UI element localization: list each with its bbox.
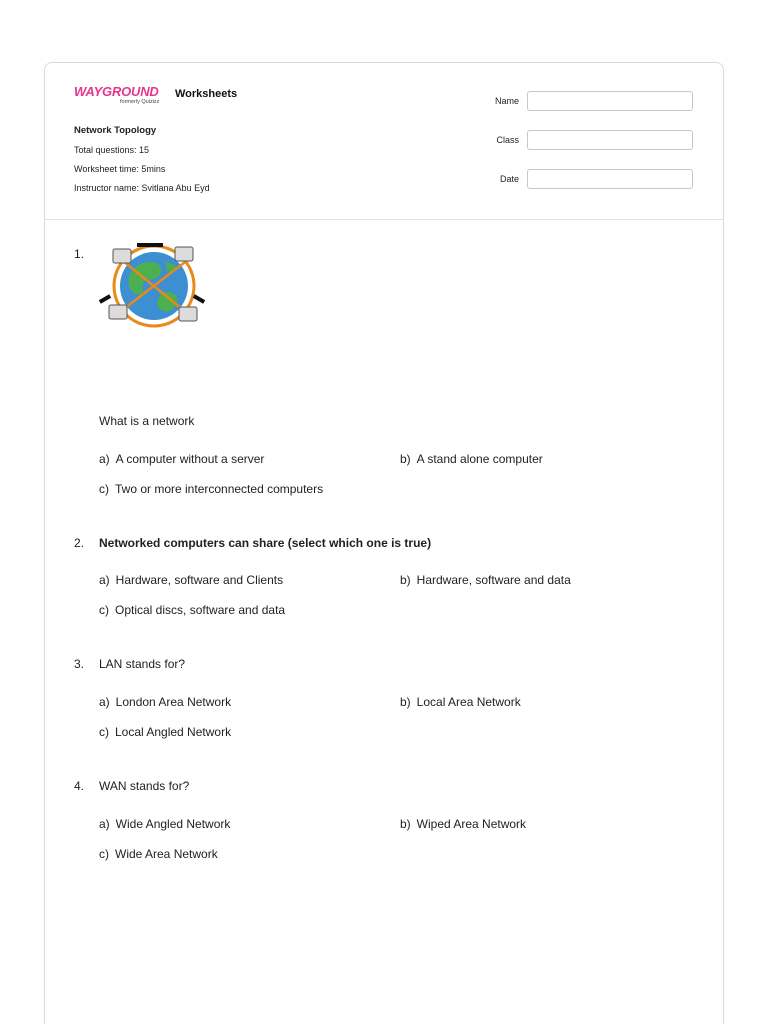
- total-questions: Total questions: 15: [74, 145, 150, 155]
- option-text: Local Area Network: [416, 695, 521, 709]
- option-b[interactable]: [400, 452, 543, 466]
- option-letter: c): [99, 603, 109, 617]
- option-letter: a): [99, 573, 110, 587]
- option-text: A stand alone computer: [416, 452, 543, 466]
- option-text: Wide Area Network: [115, 847, 218, 861]
- worksheet-page: [44, 62, 724, 1024]
- option-text: Two or more interconnected computers: [115, 482, 324, 496]
- option-c[interactable]: [99, 482, 323, 496]
- option-text: Local Angled Network: [115, 725, 232, 739]
- question-text: What is a network: [99, 414, 195, 428]
- question-text: WAN stands for?: [99, 779, 190, 793]
- option-letter: b): [400, 817, 411, 831]
- class-label: Class: [496, 135, 519, 145]
- question-text: LAN stands for?: [99, 657, 186, 671]
- option-a[interactable]: [99, 695, 231, 709]
- logo-wordmark: WAYGROUND: [74, 84, 159, 99]
- option-text: London Area Network: [115, 695, 232, 709]
- worksheet-title: Network Topology: [74, 125, 157, 136]
- option-text: Wide Angled Network: [115, 817, 231, 831]
- option-letter: b): [400, 695, 411, 709]
- name-label: Name: [494, 96, 519, 106]
- option-text: Hardware, software and data: [416, 573, 571, 587]
- class-field-row: [489, 130, 693, 150]
- option-a[interactable]: [99, 452, 264, 466]
- logo-subtitle: formerly Quizizz: [120, 99, 160, 105]
- worksheet-time: Worksheet time: 5mins: [74, 164, 166, 174]
- option-c[interactable]: [99, 603, 285, 617]
- option-text: A computer without a server: [115, 452, 265, 466]
- question-text: Networked computers can share (select which one is true): [99, 536, 432, 550]
- name-field-row: [489, 91, 693, 111]
- option-a[interactable]: [99, 817, 230, 831]
- question-number: 4.: [74, 779, 85, 793]
- option-letter: c): [99, 847, 109, 861]
- option-letter: c): [99, 725, 109, 739]
- option-letter: b): [400, 452, 411, 466]
- question-number: 2.: [74, 536, 85, 550]
- date-input[interactable]: [527, 169, 693, 189]
- wayground-logo: [74, 84, 172, 108]
- option-b[interactable]: [400, 695, 521, 709]
- option-letter: a): [99, 695, 110, 709]
- option-c[interactable]: [99, 725, 231, 739]
- brand: [74, 84, 237, 108]
- option-text: Hardware, software and Clients: [115, 573, 284, 587]
- instructor-name: Instructor name: Svitlana Abu Eyd: [74, 183, 210, 193]
- name-input[interactable]: [527, 91, 693, 111]
- class-input[interactable]: [527, 130, 693, 150]
- worksheet-header: [45, 63, 723, 220]
- option-letter: a): [99, 817, 110, 831]
- product-name: Worksheets: [175, 88, 238, 100]
- option-letter: a): [99, 452, 110, 466]
- question-number: 3.: [74, 657, 85, 671]
- option-text: Wiped Area Network: [416, 817, 527, 831]
- globe-network-icon: [99, 241, 205, 331]
- date-label: Date: [499, 174, 519, 184]
- option-text: Optical discs, software and data: [115, 603, 286, 617]
- worksheet-meta: [74, 125, 210, 201]
- option-a[interactable]: [99, 573, 283, 587]
- question-number: 1.: [74, 247, 85, 261]
- option-c[interactable]: [99, 847, 218, 861]
- option-b[interactable]: [400, 573, 571, 587]
- option-letter: b): [400, 573, 411, 587]
- option-letter: c): [99, 482, 109, 496]
- option-b[interactable]: [400, 817, 526, 831]
- date-field-row: [489, 169, 693, 189]
